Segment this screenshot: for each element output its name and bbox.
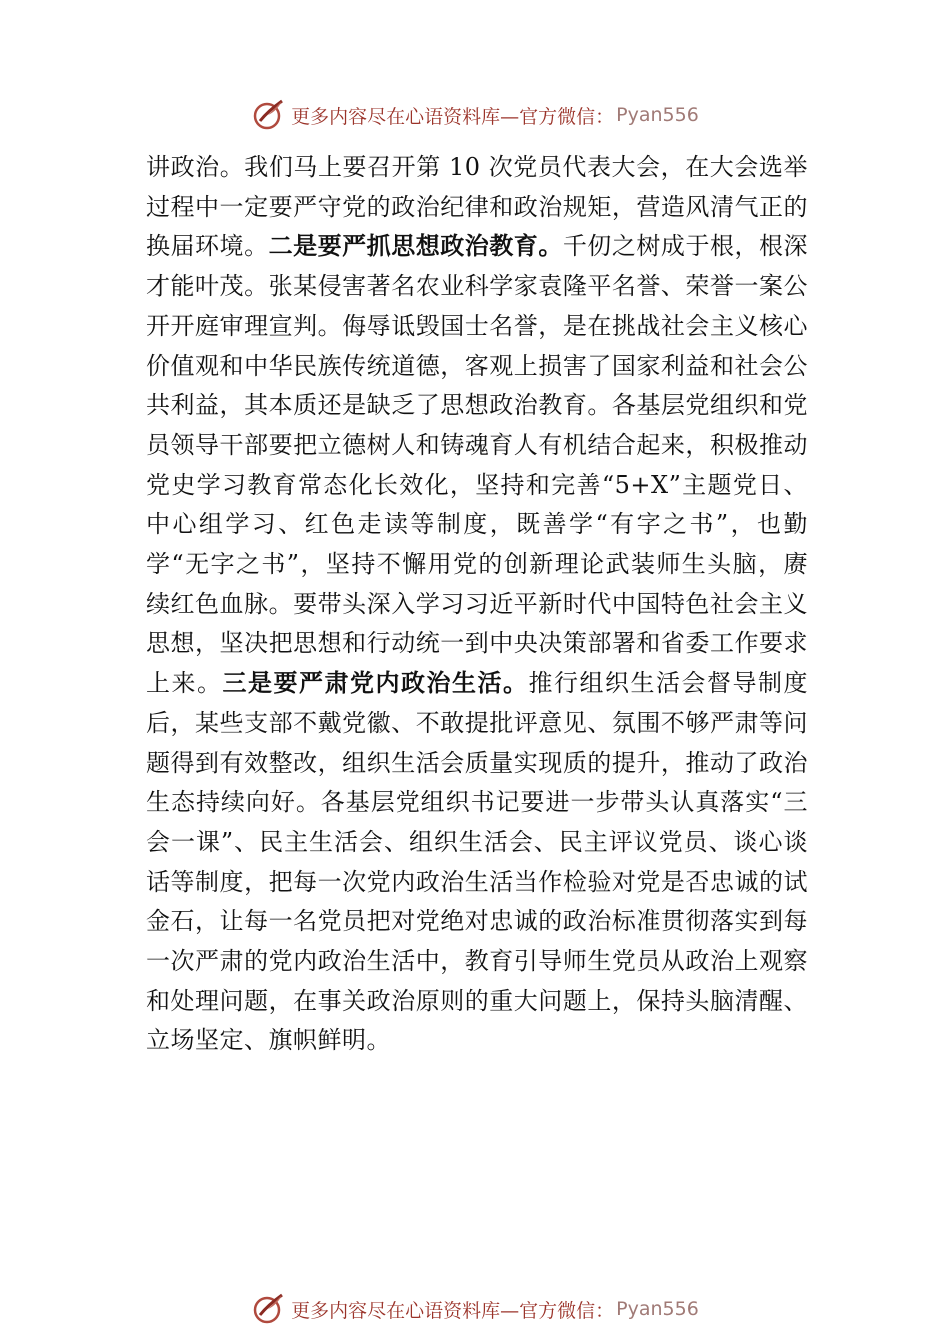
quill-logo-icon [251, 97, 287, 133]
header-watermark [0, 95, 950, 135]
body-text: 讲政治。我们马上要召开第 10 次党员代表大会，在大会选举过程中一定要严守党的政治纪律和政治规矩，营造风清气正的换届环境。 [146, 153, 808, 261]
watermark-handle: Pyan556 [616, 104, 699, 126]
watermark-text: 更多内容尽在心语资料库—官方微信： [291, 105, 615, 128]
body-paragraph [146, 148, 808, 1061]
document-body [146, 148, 808, 1061]
quill-logo-icon [251, 1291, 287, 1327]
body-text: 千仞之树成于根，根深才能叶茂。张某侵害著名农业科学家袁隆平名誉、荣誉一案公开开庭审理宣判。侮辱诋毁国士名誉，是在挑战社会主义核心价值观和中华民族传统道德，客观上损害了国家利益和社会公共利益，其本质还是缺乏了思想政治教育。各基层党组织和党员领导干部要把立德树人和铸魂育人有机结合起来，积极推动党史学习教育常态化长效化，坚持和完善“5+X”主题党日、中心组学习、红色走读等制度，既善学“有字之书”，也勤学“无字之书”，坚持不懈用党的创新理论武装师生头脑，赓续红色血脉。要带头深入学习习近平新时代中国特色社会主义思想，坚决把思想和行动统一到中央决策部署和省委工作要求上来。 [146, 232, 809, 698]
watermark-handle: Pyan556 [616, 1298, 699, 1320]
footer-watermark [0, 1289, 950, 1329]
watermark-text: 更多内容尽在心语资料库—官方微信： [291, 1299, 615, 1322]
bold-heading: 三是要严肃党内政治生活。 [222, 669, 529, 698]
body-text: 推行组织生活会督导制度后，某些支部不戴党徽、不敢提批评意见、氛围不够严肃等问题得到有效整改，组织生活会质量实现质的提升，推动了政治生态持续向好。各基层党组织书记要进一步带头认真落实“三会一课”、民主生活会、组织生活会、民主评议党员、谈心谈话等制度，把每一次党内政治生活当作检验对党是否忠诚的试金石，让每一名党员把对党绝对忠诚的政治标准贯彻落实到每一次严肃的党内政治生活中，教育引导师生党员从政治上观察和处理问题，在事关政治原则的重大问题上，保持头脑清醒、立场坚定、旗帜鲜明。 [146, 669, 808, 1055]
bold-heading: 二是要严抓思想政治教育。 [268, 232, 563, 261]
